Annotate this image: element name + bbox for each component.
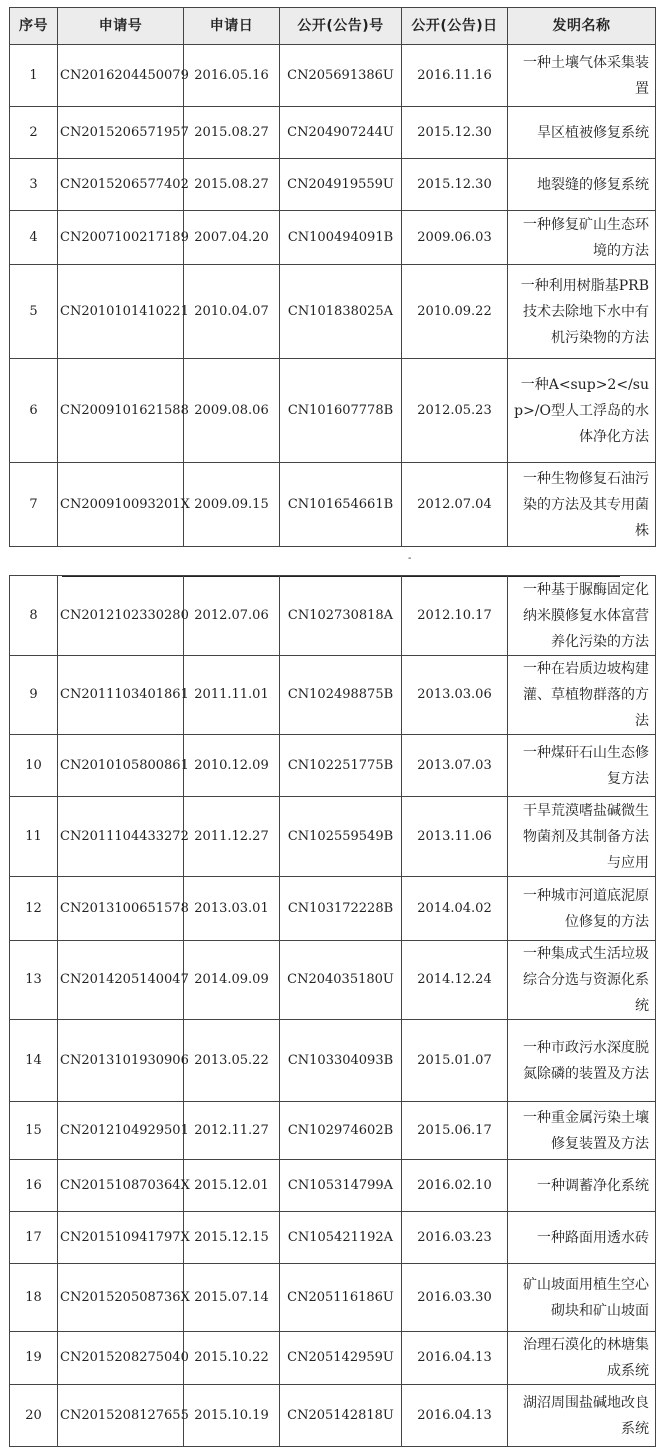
row-app-no-cell: CN2012102330280 <box>58 576 184 656</box>
row-pub-no-cell: CN102974602B <box>280 1102 402 1160</box>
row-title-cell: 一种重金属污染土壤修复装置及方法 <box>508 1102 656 1160</box>
row-app-no-cell: CN2013100651578 <box>58 877 184 941</box>
row-app-no-cell: CN201510941797X <box>58 1212 184 1264</box>
row-pub-no-cell: CN105421192A <box>280 1212 402 1264</box>
table-row <box>10 1020 656 1102</box>
row-app-no-cell: CN200910093201X <box>58 463 184 547</box>
table-row <box>10 211 656 265</box>
row-pub-no-cell: CN101838025A <box>280 265 402 359</box>
row-pub-no-cell: CN103172228B <box>280 877 402 941</box>
row-app-date-cell: 2011.12.27 <box>184 797 280 877</box>
row-app-date-cell: 2015.12.15 <box>184 1212 280 1264</box>
row-app-no-cell: CN2012104929501 <box>58 1102 184 1160</box>
row-seq-cell: 11 <box>10 797 58 877</box>
table-row <box>10 1264 656 1332</box>
patent-table-part2 <box>9 575 656 1447</box>
table-row <box>10 576 656 656</box>
header-app-date: 申请日 <box>184 8 280 45</box>
row-title-cell: 一种基于脲酶固定化纳米膜修复水体富营养化污染的方法 <box>508 576 656 656</box>
row-seq-cell: 7 <box>10 463 58 547</box>
row-pub-no-cell: CN102498875B <box>280 656 402 735</box>
row-pub-no-cell: CN204919559U <box>280 159 402 211</box>
row-pub-date-cell: 2016.04.13 <box>402 1385 508 1447</box>
header-pub-no: 公开(公告)号 <box>280 8 402 45</box>
row-pub-no-cell: CN100494091B <box>280 211 402 265</box>
row-title-cell: 湖沼周围盐碱地改良系统 <box>508 1385 656 1447</box>
row-app-date-cell: 2015.10.19 <box>184 1385 280 1447</box>
row-app-no-cell: CN2016204450079 <box>58 45 184 107</box>
row-seq-cell: 10 <box>10 735 58 797</box>
row-seq-cell: 4 <box>10 211 58 265</box>
row-app-date-cell: 2016.05.16 <box>184 45 280 107</box>
table-row <box>10 265 656 359</box>
patent-table-part1 <box>9 7 656 547</box>
row-app-date-cell: 2009.09.15 <box>184 463 280 547</box>
row-title-cell: 一种路面用透水砖 <box>508 1212 656 1264</box>
row-app-date-cell: 2015.08.27 <box>184 159 280 211</box>
table-row <box>10 1102 656 1160</box>
table-row <box>10 1385 656 1447</box>
row-app-no-cell: CN2015208275040 <box>58 1332 184 1385</box>
row-title-cell: 一种调蓄净化系统 <box>508 1160 656 1212</box>
row-pub-date-cell: 2013.03.06 <box>402 656 508 735</box>
table-row <box>10 359 656 463</box>
row-pub-date-cell: 2013.11.06 <box>402 797 508 877</box>
row-app-no-cell: CN2010105800861 <box>58 735 184 797</box>
row-pub-date-cell: 2012.10.17 <box>402 576 508 656</box>
row-pub-date-cell: 2016.04.13 <box>402 1332 508 1385</box>
row-pub-date-cell: 2012.07.04 <box>402 463 508 547</box>
row-seq-cell: 6 <box>10 359 58 463</box>
row-app-no-cell: CN2011104433272 <box>58 797 184 877</box>
row-app-date-cell: 2013.03.01 <box>184 877 280 941</box>
row-app-no-cell: CN201520508736X <box>58 1264 184 1332</box>
row-app-date-cell: 2012.11.27 <box>184 1102 280 1160</box>
row-pub-date-cell: 2015.12.30 <box>402 107 508 159</box>
row-title-cell: 一种A<sup>2</sup>/O型人工浮岛的水体净化方法 <box>508 359 656 463</box>
row-pub-no-cell: CN102559549B <box>280 797 402 877</box>
row-pub-date-cell: 2014.12.24 <box>402 941 508 1020</box>
header-row <box>10 8 656 45</box>
row-app-no-cell: CN201510870364X <box>58 1160 184 1212</box>
row-seq-cell: 15 <box>10 1102 58 1160</box>
row-title-cell: 治理石漠化的林塘集成系统 <box>508 1332 656 1385</box>
row-app-date-cell: 2015.07.14 <box>184 1264 280 1332</box>
row-app-no-cell: CN2014205140047 <box>58 941 184 1020</box>
table-row <box>10 463 656 547</box>
row-title-cell: 干旱荒漠嗜盐碱微生物菌剂及其制备方法与应用 <box>508 797 656 877</box>
table-row <box>10 45 656 107</box>
row-app-no-cell: CN2010101410221 <box>58 265 184 359</box>
row-pub-date-cell: 2016.02.10 <box>402 1160 508 1212</box>
row-seq-cell: 1 <box>10 45 58 107</box>
row-seq-cell: 17 <box>10 1212 58 1264</box>
row-title-cell: 一种修复矿山生态环境的方法 <box>508 211 656 265</box>
row-pub-date-cell: 2016.03.23 <box>402 1212 508 1264</box>
row-pub-no-cell: CN101654661B <box>280 463 402 547</box>
row-seq-cell: 13 <box>10 941 58 1020</box>
table-row <box>10 797 656 877</box>
header-seq: 序号 <box>10 8 58 45</box>
row-pub-no-cell: CN101607778B <box>280 359 402 463</box>
row-seq-cell: 8 <box>10 576 58 656</box>
row-pub-no-cell: CN205116186U <box>280 1264 402 1332</box>
row-pub-date-cell: 2012.05.23 <box>402 359 508 463</box>
table-row <box>10 941 656 1020</box>
row-seq-cell: 14 <box>10 1020 58 1102</box>
table-row <box>10 1212 656 1264</box>
row-app-date-cell: 2012.07.06 <box>184 576 280 656</box>
row-pub-date-cell: 2015.01.07 <box>402 1020 508 1102</box>
row-pub-date-cell: 2010.09.22 <box>402 265 508 359</box>
row-app-date-cell: 2007.04.20 <box>184 211 280 265</box>
row-app-date-cell: 2011.11.01 <box>184 656 280 735</box>
row-pub-date-cell: 2014.04.02 <box>402 877 508 941</box>
row-pub-date-cell: 2009.06.03 <box>402 211 508 265</box>
row-title-cell: 一种煤矸石山生态修复方法 <box>508 735 656 797</box>
row-app-no-cell: CN2015206571957 <box>58 107 184 159</box>
row-pub-no-cell: CN102251775B <box>280 735 402 797</box>
header-title: 发明名称 <box>508 8 656 45</box>
row-pub-no-cell: CN204907244U <box>280 107 402 159</box>
row-app-no-cell: CN2009101621588 <box>58 359 184 463</box>
table-row <box>10 656 656 735</box>
table-row <box>10 1160 656 1212</box>
row-app-date-cell: 2013.05.22 <box>184 1020 280 1102</box>
header-app-no: 申请号 <box>58 8 184 45</box>
row-app-date-cell: 2015.08.27 <box>184 107 280 159</box>
row-title-cell: 矿山坡面用植生空心砌块和矿山坡面 <box>508 1264 656 1332</box>
row-pub-no-cell: CN103304093B <box>280 1020 402 1102</box>
row-app-no-cell: CN2015208127655 <box>58 1385 184 1447</box>
row-title-cell: 一种市政污水深度脱氮除磷的装置及方法 <box>508 1020 656 1102</box>
separator-mark: - <box>408 553 412 564</box>
row-pub-date-cell: 2016.11.16 <box>402 45 508 107</box>
row-title-cell: 旱区植被修复系统 <box>508 107 656 159</box>
row-title-cell: 一种集成式生活垃圾综合分选与资源化系统 <box>508 941 656 1020</box>
row-title-cell: 一种生物修复石油污染的方法及其专用菌株 <box>508 463 656 547</box>
row-app-date-cell: 2014.09.09 <box>184 941 280 1020</box>
row-pub-no-cell: CN204035180U <box>280 941 402 1020</box>
row-title-cell: 一种在岩质边坡构建灌、草植物群落的方法 <box>508 656 656 735</box>
row-pub-date-cell: 2015.06.17 <box>402 1102 508 1160</box>
row-app-date-cell: 2015.12.01 <box>184 1160 280 1212</box>
row-seq-cell: 2 <box>10 107 58 159</box>
row-seq-cell: 3 <box>10 159 58 211</box>
row-pub-date-cell: 2016.03.30 <box>402 1264 508 1332</box>
table-row <box>10 877 656 941</box>
table-row <box>10 107 656 159</box>
header-pub-date: 公开(公告)日 <box>402 8 508 45</box>
row-pub-no-cell: CN102730818A <box>280 576 402 656</box>
row-seq-cell: 19 <box>10 1332 58 1385</box>
row-title-cell: 一种利用树脂基PRB技术去除地下水中有机污染物的方法 <box>508 265 656 359</box>
row-title-cell: 地裂缝的修复系统 <box>508 159 656 211</box>
row-pub-date-cell: 2013.07.03 <box>402 735 508 797</box>
row-app-date-cell: 2010.04.07 <box>184 265 280 359</box>
row-app-no-cell: CN2007100217189 <box>58 211 184 265</box>
row-app-date-cell: 2010.12.09 <box>184 735 280 797</box>
table-row <box>10 1332 656 1385</box>
row-seq-cell: 9 <box>10 656 58 735</box>
row-seq-cell: 16 <box>10 1160 58 1212</box>
row-pub-no-cell: CN205691386U <box>280 45 402 107</box>
row-seq-cell: 18 <box>10 1264 58 1332</box>
row-app-date-cell: 2009.08.06 <box>184 359 280 463</box>
row-seq-cell: 12 <box>10 877 58 941</box>
row-seq-cell: 5 <box>10 265 58 359</box>
row-pub-date-cell: 2015.12.30 <box>402 159 508 211</box>
row-pub-no-cell: CN205142959U <box>280 1332 402 1385</box>
table-row <box>10 159 656 211</box>
row-seq-cell: 20 <box>10 1385 58 1447</box>
row-app-no-cell: CN2011103401861 <box>58 656 184 735</box>
row-app-no-cell: CN2013101930906 <box>58 1020 184 1102</box>
table-row <box>10 735 656 797</box>
row-title-cell: 一种城市河道底泥原位修复的方法 <box>508 877 656 941</box>
row-app-no-cell: CN2015206577402 <box>58 159 184 211</box>
row-app-date-cell: 2015.10.22 <box>184 1332 280 1385</box>
row-pub-no-cell: CN105314799A <box>280 1160 402 1212</box>
row-pub-no-cell: CN205142818U <box>280 1385 402 1447</box>
row-title-cell: 一种土壤气体采集装置 <box>508 45 656 107</box>
